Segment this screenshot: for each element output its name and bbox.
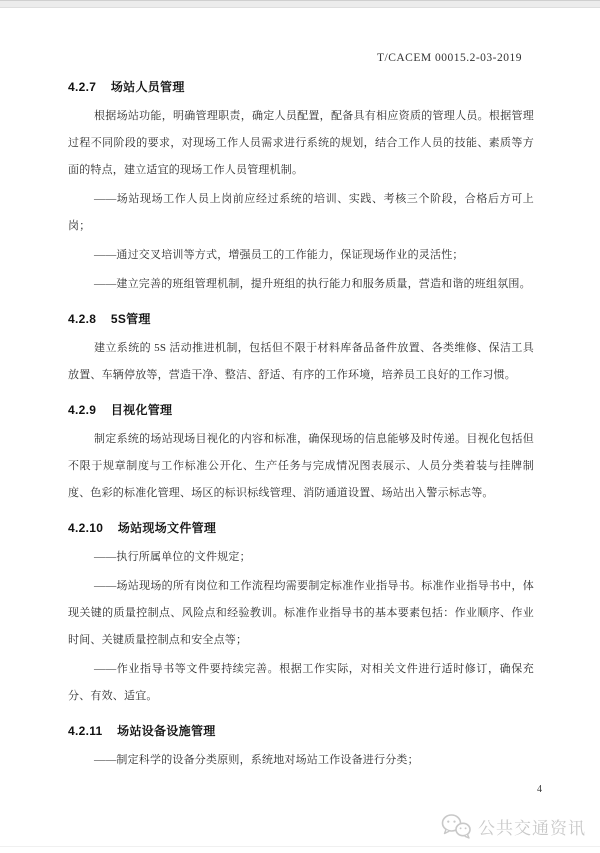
- paragraph: 建立系统的 5S 活动推进机制，包括但不限于材料库备品备件放置、各类维修、保洁工具放置、车辆停放等，营造干净、整洁、舒适、有序的工作环境，培养员工良好的工作习惯。: [68, 342, 534, 381]
- watermark: [440, 813, 586, 840]
- section-title: 目视化管理: [110, 403, 173, 417]
- wechat-icon: [440, 813, 472, 840]
- section-title: 5S管理: [110, 312, 151, 326]
- dash-item: ——制定科学的设备分类原则，系统地对场站工作设备进行分类；: [94, 754, 419, 766]
- section-title: 场站设备设施管理: [117, 724, 216, 738]
- section-heading: [68, 718, 534, 745]
- document-reference-number: T/CACEM 00015.2-03-2019: [376, 52, 522, 64]
- section-heading: [68, 515, 534, 542]
- section-title: 场站人员管理: [110, 80, 185, 94]
- section-heading: [68, 74, 534, 101]
- section-equipment-facility-management: [68, 718, 534, 774]
- section-5s-management: [68, 306, 534, 389]
- dash-item: ——执行所属单位的文件规定；: [94, 551, 251, 563]
- section-visual-management: [68, 397, 534, 507]
- section-site-document-management: [68, 515, 534, 710]
- bottom-edge-line: [0, 846, 600, 847]
- section-number: 4.2.7: [68, 80, 97, 94]
- section-title: 场站现场文件管理: [117, 521, 217, 535]
- dash-item: ——建立完善的班组管理机制，提升班组的执行能力和服务质量，营造和谐的班组氛围。: [94, 278, 531, 290]
- section-heading: [68, 397, 534, 424]
- section-number: 4.2.8: [68, 312, 97, 326]
- watermark-text: 公共交通资讯: [478, 819, 586, 838]
- dash-item: ——场站现场工作人员上岗前应经过系统的培训、实践、考核三个阶段，合格后方可上岗；: [68, 193, 534, 232]
- section-station-personnel-management: [68, 74, 534, 298]
- section-number: 4.2.9: [68, 403, 97, 417]
- top-edge-bar: [0, 0, 600, 8]
- dash-item: ——通过交叉培训等方式，增强员工的工作能力，保证现场作业的灵活性；: [94, 249, 464, 261]
- dash-item: ——场站现场的所有岗位和工作流程均需要制定标准作业指导书。标准作业指导书中，体现关键的质量控制点、风险点和经验教训。标准作业指导书的基本要素包括：作业顺序、作业时间、关键质量控制点和安全点等；: [68, 580, 534, 646]
- section-number: 4.2.11: [68, 724, 103, 738]
- paragraph: 根据场站功能，明确管理职责，确定人员配置，配备具有相应资质的管理人员。根据管理过程不同阶段的要求，对现场工作人员需求进行系统的规划，结合工作人员的技能、素质等方面的特点，建立适宜的现场工作人员管理机制。: [68, 110, 534, 176]
- document-page: [0, 8, 600, 853]
- page-number: 4: [537, 784, 542, 795]
- paragraph: 制定系统的场站现场目视化的内容和标准，确保现场的信息能够及时传递。目视化包括但不限于规章制度与工作标准公开化、生产任务与完成情况图表展示、人员分类着装与挂牌制度、色彩的标准化管理、场区的标识标线管理、消防通道设置、场站出入警示标志等。: [68, 433, 534, 499]
- dash-item: ——作业指导书等文件要持续完善。根据工作实际，对相关文件进行适时修订，确保充分、有效、适宜。: [68, 663, 534, 702]
- section-heading: [68, 306, 534, 333]
- section-number: 4.2.10: [68, 521, 104, 535]
